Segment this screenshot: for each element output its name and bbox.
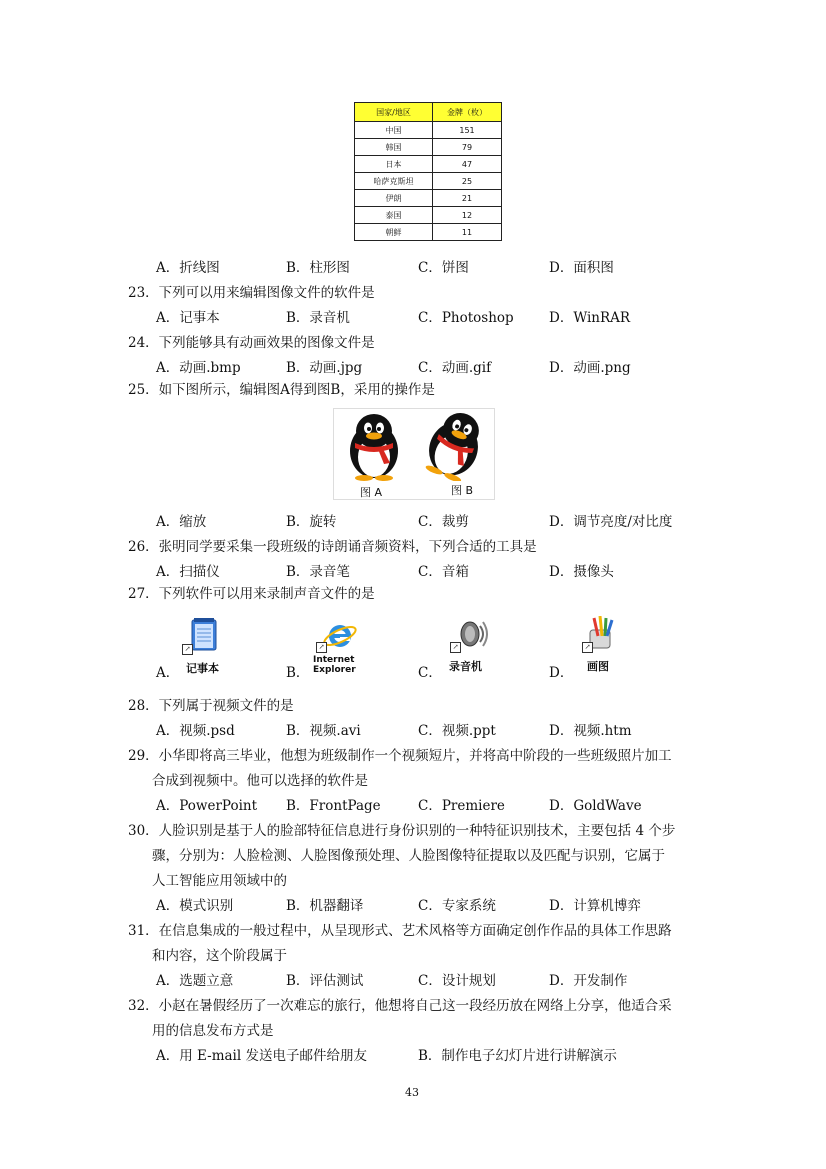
notepad-icon: ↗ bbox=[180, 618, 226, 662]
option-b: B．录音机 bbox=[286, 310, 350, 326]
sound-recorder-label: 录音机 bbox=[449, 660, 482, 673]
option-a: A．扫描仪 bbox=[156, 564, 220, 580]
question-30-stem-line3: 人工智能应用领域中的 bbox=[152, 873, 287, 889]
option-a: A．模式识别 bbox=[156, 898, 234, 914]
option-d: D．摄像头 bbox=[549, 564, 614, 580]
option-a: A．视频.psd bbox=[156, 723, 235, 739]
notepad-label: 记事本 bbox=[186, 662, 219, 675]
question-24-stem: 24．下列能够具有动画效果的图像文件是 bbox=[128, 335, 375, 351]
internet-explorer-icon: ↗ bbox=[312, 620, 358, 664]
option-b: B．评估测试 bbox=[286, 973, 364, 989]
table-cell: 日本 bbox=[355, 156, 433, 173]
option-a: A．缩放 bbox=[156, 514, 207, 530]
table-row bbox=[355, 173, 502, 190]
option-b: B．制作电子幻灯片进行讲解演示 bbox=[418, 1048, 617, 1064]
table-cell: 79 bbox=[433, 139, 502, 156]
caption-a: 图 A bbox=[360, 486, 383, 499]
option-c: C．Premiere bbox=[418, 798, 505, 814]
option-a: A．折线图 bbox=[156, 260, 220, 276]
table-cell: 11 bbox=[433, 224, 502, 241]
option-d: D．视频.htm bbox=[549, 723, 632, 739]
table-cell: 12 bbox=[433, 207, 502, 224]
page-number: 43 bbox=[405, 1086, 419, 1099]
medal-table bbox=[354, 102, 502, 241]
table-cell: 韩国 bbox=[355, 139, 433, 156]
option-b: B．柱形图 bbox=[286, 260, 350, 276]
option-d: D．计算机博弈 bbox=[549, 898, 641, 914]
option-a: A．选题立意 bbox=[156, 973, 234, 989]
table-header-cell: 国家/地区 bbox=[355, 103, 433, 122]
ie-label-line2: Explorer bbox=[313, 665, 356, 675]
table-row bbox=[355, 156, 502, 173]
penguin-a-image bbox=[342, 411, 406, 481]
option-d: D．动画.png bbox=[549, 360, 631, 376]
option-a: A．记事本 bbox=[156, 310, 220, 326]
option-c: C．动画.gif bbox=[418, 360, 492, 376]
table-cell: 哈萨克斯坦 bbox=[355, 173, 433, 190]
caption-b: 图 B bbox=[451, 484, 474, 497]
option-c: C．设计规划 bbox=[418, 973, 496, 989]
option-d: D．调节亮度/对比度 bbox=[549, 514, 673, 530]
table-row bbox=[355, 207, 502, 224]
option-b: B．FrontPage bbox=[286, 798, 381, 814]
option-b: B．视频.avi bbox=[286, 723, 361, 739]
option-a: A．PowerPoint bbox=[156, 798, 258, 814]
option-b: B．旋转 bbox=[286, 514, 337, 530]
question-29-stem-line2: 合成到视频中。他可以选择的软件是 bbox=[152, 773, 368, 789]
sound-recorder-icon: ↗ bbox=[446, 618, 492, 662]
table-cell: 泰国 bbox=[355, 207, 433, 224]
table-cell: 151 bbox=[433, 122, 502, 139]
table-row bbox=[355, 190, 502, 207]
table-cell: 25 bbox=[433, 173, 502, 190]
table-cell: 中国 bbox=[355, 122, 433, 139]
penguin-figure bbox=[333, 408, 495, 500]
option-b: B． bbox=[286, 665, 310, 681]
table-header-row bbox=[355, 103, 502, 122]
question-25-stem: 25．如下图所示，编辑图A得到图B，采用的操作是 bbox=[128, 382, 435, 398]
question-30-stem-line1: 30．人脸识别是基于人的脸部特征信息进行身份识别的一种特征识别技术，主要包括 4 个步 bbox=[128, 823, 676, 839]
table-cell: 朝鲜 bbox=[355, 224, 433, 241]
table-cell: 47 bbox=[433, 156, 502, 173]
paint-label: 画图 bbox=[587, 660, 609, 673]
option-c: C．音箱 bbox=[418, 564, 469, 580]
ie-label-line1: Internet bbox=[313, 655, 355, 665]
question-26-stem: 26．张明同学要采集一段班级的诗朗诵音频资料，下列合适的工具是 bbox=[128, 539, 537, 555]
option-b: B．机器翻译 bbox=[286, 898, 364, 914]
question-32-stem-line1: 32．小赵在暑假经历了一次难忘的旅行，他想将自己这一段经历放在网络上分享，他适合采 bbox=[128, 998, 672, 1014]
table-header-cell: 金牌（枚） bbox=[433, 103, 502, 122]
penguin-b-image bbox=[422, 409, 488, 481]
question-27-stem: 27．下列软件可以用来录制声音文件的是 bbox=[128, 586, 375, 602]
option-d: D．开发制作 bbox=[549, 973, 628, 989]
option-d: D．GoldWave bbox=[549, 798, 642, 814]
option-d: D． bbox=[549, 665, 574, 681]
question-31-stem-line2: 和内容，这个阶段属于 bbox=[152, 948, 287, 964]
table-cell: 伊朗 bbox=[355, 190, 433, 207]
question-30-stem-line2: 骤，分别为：人脸检测、人脸图像预处理、人脸图像特征提取以及匹配与识别，它属于 bbox=[152, 848, 665, 864]
question-32-stem-line2: 用的信息发布方式是 bbox=[152, 1023, 274, 1039]
option-b: B．动画.jpg bbox=[286, 360, 363, 376]
option-c: C．裁剪 bbox=[418, 514, 469, 530]
question-29-stem-line1: 29．小华即将高三毕业，他想为班级制作一个视频短片，并将高中阶段的一些班级照片加工 bbox=[128, 748, 672, 764]
option-d: D．面积图 bbox=[549, 260, 614, 276]
option-c: C． bbox=[418, 665, 442, 681]
option-b: B．录音笔 bbox=[286, 564, 350, 580]
table-row bbox=[355, 224, 502, 241]
table-row bbox=[355, 139, 502, 156]
table-cell: 21 bbox=[433, 190, 502, 207]
paint-icon: ↗ bbox=[580, 616, 626, 660]
option-a: A． bbox=[156, 665, 180, 681]
option-c: C．饼图 bbox=[418, 260, 469, 276]
option-d: D．WinRAR bbox=[549, 310, 631, 326]
option-a: A．用 E-mail 发送电子邮件给朋友 bbox=[156, 1048, 367, 1064]
option-c: C．Photoshop bbox=[418, 310, 514, 326]
table-row bbox=[355, 122, 502, 139]
question-28-stem: 28．下列属于视频文件的是 bbox=[128, 698, 294, 714]
question-23-stem: 23．下列可以用来编辑图像文件的软件是 bbox=[128, 285, 375, 301]
question-31-stem-line1: 31．在信息集成的一般过程中，从呈现形式、艺术风格等方面确定创作作品的具体工作思路 bbox=[128, 923, 672, 939]
option-c: C．视频.ppt bbox=[418, 723, 496, 739]
option-a: A．动画.bmp bbox=[156, 360, 241, 376]
option-c: C．专家系统 bbox=[418, 898, 496, 914]
